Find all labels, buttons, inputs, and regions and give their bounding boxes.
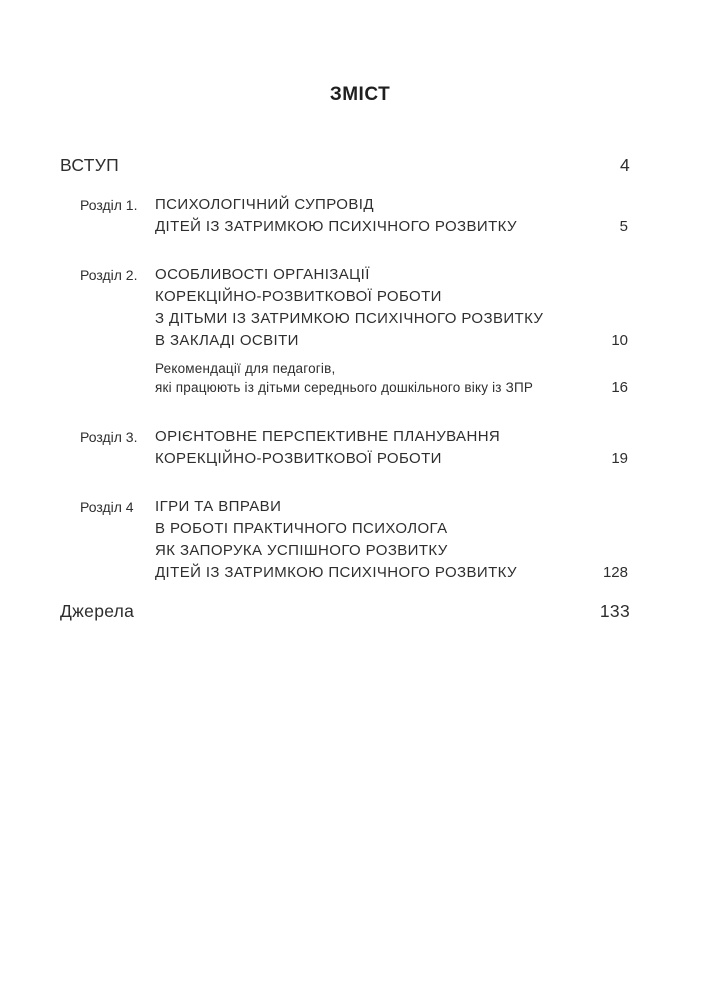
toc-entry-page: 5 — [619, 218, 628, 235]
section-title-line: ДІТЕЙ ІЗ ЗАТРИМКОЮ ПСИХІЧНОГО РОЗВИТКУ — [155, 564, 517, 581]
toc-entry-page: 128 — [602, 564, 628, 581]
subsection-title-line: Рекомендації для педагогів, — [155, 361, 336, 376]
section-title-line: ПСИХОЛОГІЧНИЙ СУПРОВІД — [155, 196, 374, 213]
section-title-line: ІГРИ ТА ВПРАВИ — [155, 498, 282, 515]
toc-entry-page: 4 — [619, 155, 630, 175]
section-title-line: З ДІТЬМИ ІЗ ЗАТРИМКОЮ ПСИХІЧНОГО РОЗВИТКУ — [155, 310, 544, 327]
toc-entry-page: 19 — [611, 450, 628, 467]
section-number: Розділ 4 — [80, 499, 134, 515]
toc-entry-page: 133 — [599, 601, 630, 621]
toc-entry-label: ВСТУП — [60, 155, 120, 175]
section-title-line: ДІТЕЙ ІЗ ЗАТРИМКОЮ ПСИХІЧНОГО РОЗВИТКУ — [155, 218, 517, 235]
section-number: Розділ 3. — [80, 429, 138, 445]
section-title-line: КОРЕКЦІЙНО-РОЗВИТКОВОЇ РОБОТИ — [155, 450, 442, 467]
section-title-line: ЯК ЗАПОРУКА УСПІШНОГО РОЗВИТКУ — [155, 542, 448, 559]
toc-entry-label: Джерела — [60, 601, 135, 621]
section-title-line: В РОБОТІ ПРАКТИЧНОГО ПСИХОЛОГА — [155, 520, 448, 537]
subsection-title-line: які працюють із дітьми середнього дошкільного віку із ЗПР — [155, 380, 534, 395]
page-title: ЗМІСТ — [329, 84, 391, 105]
toc-entry-page: 10 — [611, 332, 628, 349]
toc-entry-page: 16 — [611, 379, 628, 396]
section-number: Розділ 2. — [80, 267, 138, 283]
section-title-line: ОСОБЛИВОСТІ ОРГАНІЗАЦІЇ — [155, 266, 370, 283]
section-number: Розділ 1. — [80, 197, 138, 213]
section-title-line: В ЗАКЛАДІ ОСВІТИ — [155, 332, 299, 349]
section-title-line: ОРІЄНТОВНЕ ПЕРСПЕКТИВНЕ ПЛАНУВАННЯ — [155, 428, 501, 445]
section-title-line: КОРЕКЦІЙНО-РОЗВИТКОВОЇ РОБОТИ — [155, 288, 442, 305]
